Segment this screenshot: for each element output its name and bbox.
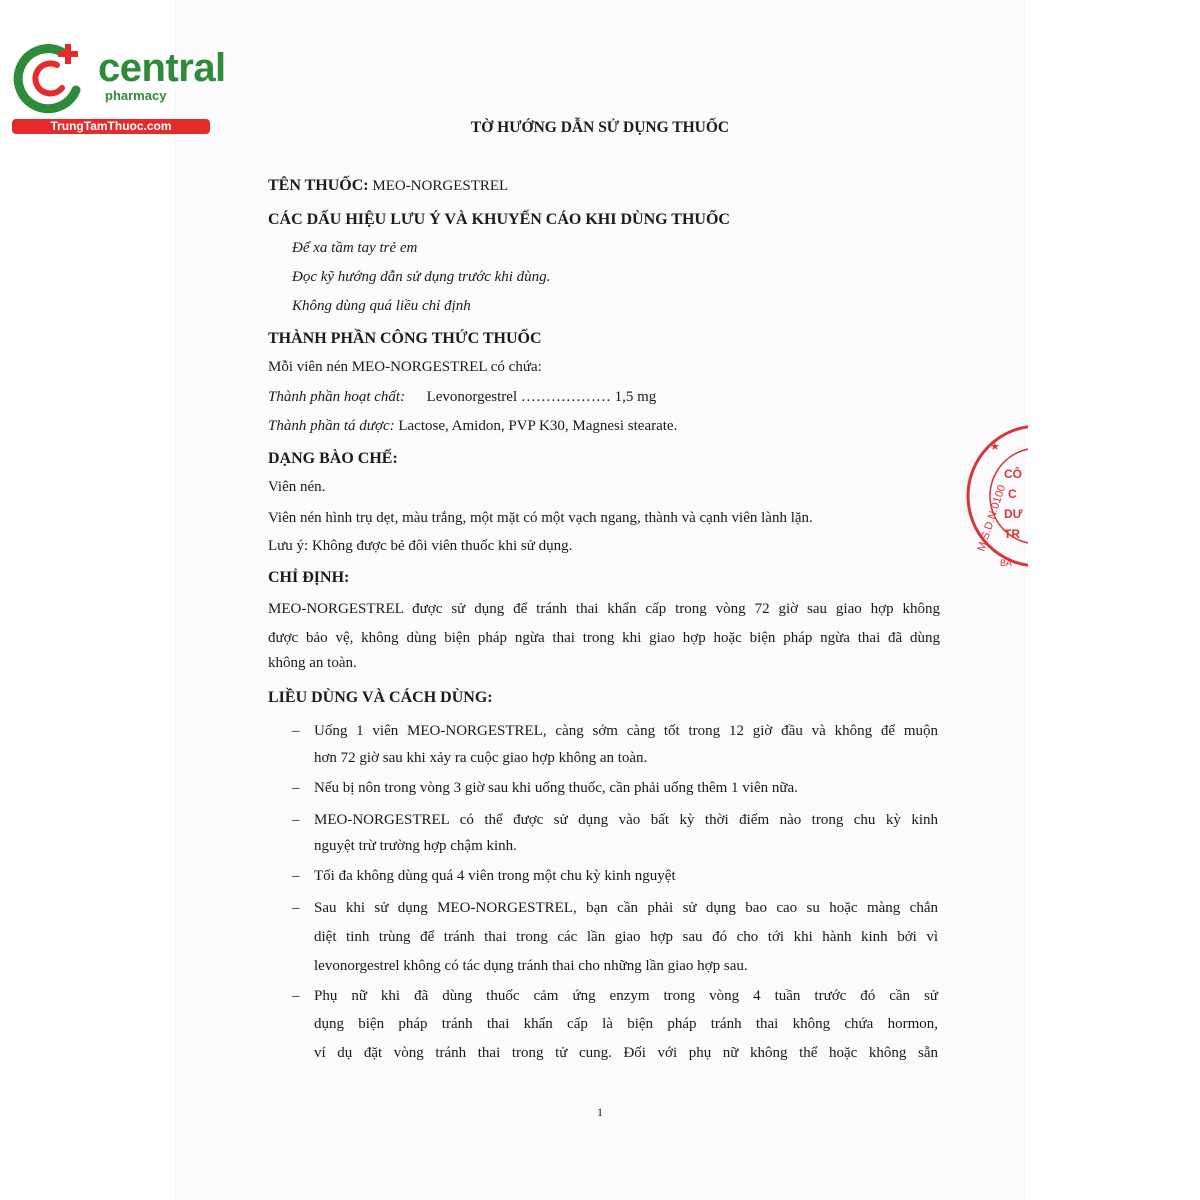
drug-name-label: TÊN THUỐC: [268,177,369,194]
indication-line: không an toàn. [268,655,357,671]
usage-item-line: ví dụ đặt vòng tránh thai trong tử cung. Đối với phụ nữ không thể hoặc không sẵn [314,1045,938,1061]
warning-line: Đọc kỹ hướng dẫn sử dụng trước khi dùng. [292,269,551,285]
usage-item-line: – Tối đa không dùng quá 4 viên trong một chu kỳ kinh nguyệt [292,868,676,884]
svg-text:DƯ: DƯ [1004,507,1023,521]
usage-item-line: levonorgestrel không có tác dụng tránh thai cho những lần giao hợp sau. [314,958,748,974]
dosage-form-line: Lưu ý: Không được bẻ đôi viên thuốc khi sử dụng. [268,538,573,554]
svg-text:M.S.D.N:0100: M.S.D.N:0100 [975,483,1009,553]
drug-name-line [268,176,940,196]
drug-name-value: MEO-NORGESTREL [372,178,509,194]
composition-intro: Mỗi viên nén MEO-NORGESTREL có chứa: [268,359,542,375]
usage-item-line: – Phụ nữ khi đã dùng thuốc cảm ứng enzym trong vòng 4 tuần trước đó cần sử [292,988,938,1004]
warning-line: Để xa tầm tay trẻ em [292,240,418,256]
logo-website-bar[interactable]: TrungTamThuoc.com [12,119,210,134]
central-logo-icon [10,38,96,118]
usage-item-line: – MEO-NORGESTREL có thể được sử dụng vào bất kỳ thời điểm nào trong chu kỳ kinh [292,812,938,828]
dosage-form-line: Viên nén hình trụ dẹt, màu trắng, một mặt có một vạch ngang, thành và cạnh viên lành lặn. [268,510,813,526]
svg-text:BA: BA [1000,558,1013,568]
active-ingredient-value: Levonorgestrel ……………… 1,5 mg [426,389,657,405]
active-ingredient-label: Thành phần hoạt chất: [268,389,406,405]
usage-item-line: nguyệt trừ trường hợp chậm kinh. [314,838,517,854]
indication-line: được bảo vệ, không dùng biện pháp ngừa thai trong khi giao hợp hoặc biện pháp ngừa thai đã dùng [268,630,940,646]
svg-text:CÔ: CÔ [1004,467,1022,481]
usage-item-line: – Sau khi sử dụng MEO-NORGESTREL, bạn cần phải sử dụng bao cao su hoặc màng chắn [292,900,938,916]
list-dash: – [292,780,300,796]
indication-heading: CHỈ ĐỊNH: [268,569,350,586]
list-dash: – [292,900,300,916]
list-dash: – [292,723,300,739]
logo-wordmark: central [98,46,226,90]
usage-heading: LIỀU DÙNG VÀ CÁCH DÙNG: [268,689,493,706]
svg-text:TR: TR [1004,527,1020,541]
usage-item-line: – Uống 1 viên MEO-NORGESTREL, càng sớm càng tốt trong 12 giờ đầu và không để muộn [292,723,938,739]
svg-text:★: ★ [990,441,1000,453]
dosage-form-heading: DẠNG BÀO CHẾ: [268,450,398,467]
usage-item-line: hơn 72 giờ sau khi xảy ra cuộc giao hợp không an toàn. [314,750,648,766]
warning-line: Không dùng quá liều chỉ định [292,298,471,314]
usage-item-line: dụng biện pháp tránh thai khẩn cấp là biện pháp tránh thai không chứa hormon, [314,1016,938,1032]
page-number: 1 [597,1105,603,1119]
active-ingredient-line [268,387,940,407]
document-title: TỜ HƯỚNG DẪN SỬ DỤNG THUỐC [470,119,730,136]
usage-item-line: diệt tinh trùng để tránh thai trong các lần giao hợp sau đó cho tới khi hành kinh bởi vì [314,929,938,945]
composition-heading: THÀNH PHẦN CÔNG THỨC THUỐC [268,330,542,347]
list-dash: – [292,988,300,1004]
list-dash: – [292,868,300,884]
list-dash: – [292,812,300,828]
indication-line: MEO-NORGESTREL được sử dụng để tránh thai khẩn cấp trong vòng 72 giờ sau giao hợp không [268,601,940,617]
excipient-line [268,416,940,436]
company-seal-stamp [962,420,1028,572]
logo-subtitle: pharmacy [105,88,167,103]
excipient-label: Thành phần tá dược: [268,418,395,434]
svg-text:C: C [1008,487,1017,501]
usage-item-line: – Nếu bị nôn trong vòng 3 giờ sau khi uống thuốc, cần phải uống thêm 1 viên nữa. [292,780,798,796]
excipient-value: Lactose, Amidon, PVP K30, Magnesi stearate. [398,418,678,434]
dosage-form-line: Viên nén. [268,479,326,495]
warnings-heading: CÁC DẤU HIỆU LƯU Ý VÀ KHUYẾN CÁO KHI DÙNG THUỐC [268,211,730,228]
